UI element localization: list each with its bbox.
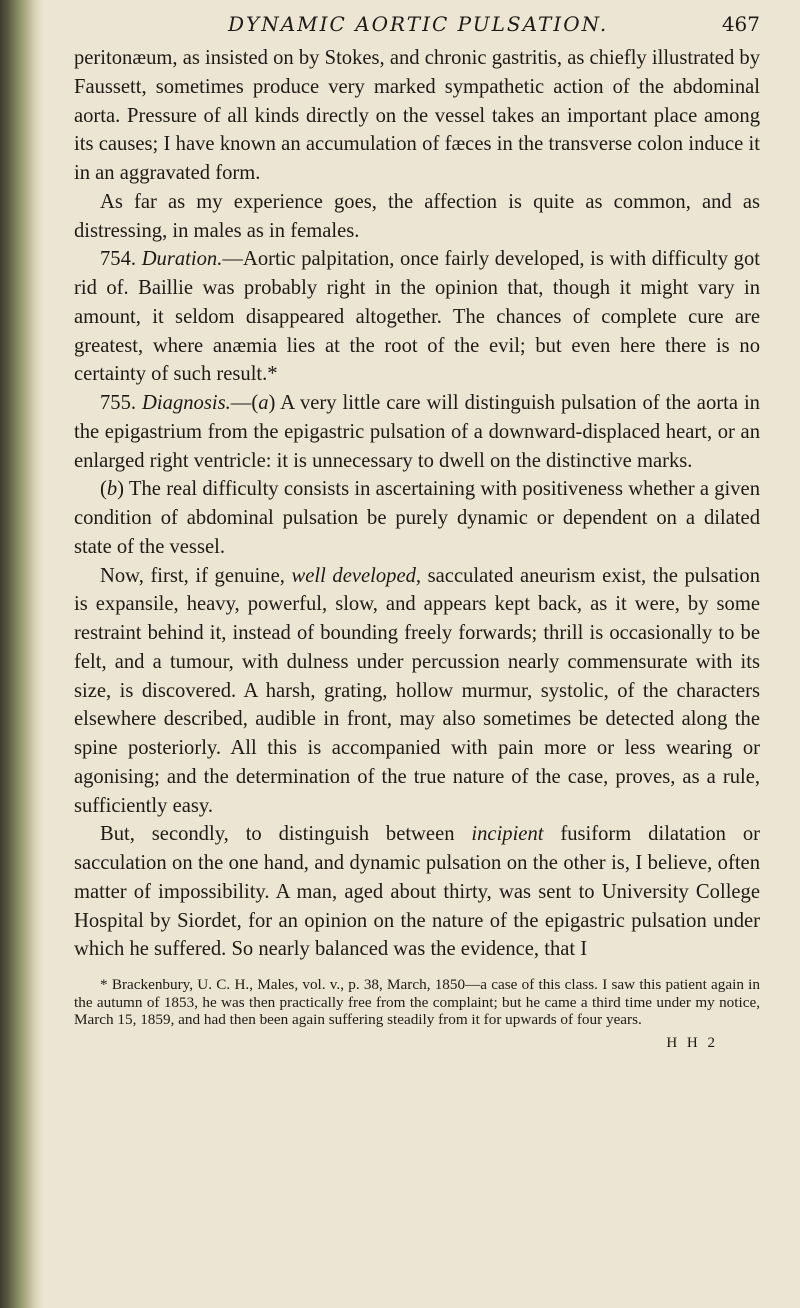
paragraph-incipient-dilatation bbox=[74, 820, 760, 964]
subsection-letter: a bbox=[258, 392, 269, 414]
paragraph-text: ) A very little care will distinguish pulsation of the aorta in the epigastrium from the epigastric pulsation of a downward-displaced heart, or an enlarged right ventricle: it is unnecessary to dwell on the distinctive marks. bbox=[74, 392, 760, 472]
section-number: 754. bbox=[100, 248, 137, 271]
paragraph-text: ) The real difficulty consists in ascertaining with positiveness whether a given condition of abdominal pulsation be purely dynamic or dependent on a dilated state of the vessel. bbox=[74, 478, 760, 558]
paragraph-peritonaeum bbox=[74, 44, 760, 188]
paragraph-text-lead: But, secondly, to distinguish between bbox=[100, 823, 472, 846]
running-head bbox=[74, 8, 760, 42]
book-page bbox=[74, 8, 760, 1052]
section-754-duration bbox=[74, 245, 760, 389]
paragraph-text: peritonæum, as insisted on by Stokes, and chronic gastritis, as chiefly illustrated by Faussett, sometimes produce very marked sympathetic action of the abdominal aorta. Pressure of all kinds directly on the vessel takes an important place among its causes; I have known an accumulation of fæces in the transverse colon induce it in an aggravated form. bbox=[74, 47, 760, 184]
paragraph-affection-common bbox=[74, 188, 760, 246]
section-number: 755. bbox=[100, 392, 137, 414]
paragraph-text-lead: Now, first, if genuine, bbox=[100, 564, 292, 587]
paragraph-text: fusiform dilatation or sacculation on the one hand, and dynamic pulsation on the other is, I believe, often matter of impossibility. A man, aged about thirty, was sent to University College Hospital by Siordet, for an opinion on the nature of the epigastric pulsation under which he suffered. So nearly balanced was the evidence, that I bbox=[74, 823, 760, 961]
paragraph-text: —Aortic palpitation, once fairly developed, is with difficulty got rid of. Baillie was probably right in the opinion that, though it might vary in amount, it seldom disappeared altogether. The chances of complete cure are greatest, where anæmia lies at the root of the evil; but even here there is no certainty of such result.* bbox=[74, 248, 760, 386]
body-text bbox=[74, 44, 760, 964]
paragraph-text: sacculated aneurism exist, the pulsation is expansile, heavy, powerful, slow, and appears kept back, as it were, by some restraint behind it, instead of bounding freely forwards; thrill is occasionally to be felt, and a tumour, with dulness under percussion nearly commensurate with its size, is discovered. A harsh, grating, hollow murmur, systolic, of the characters elsewhere described, audible in front, may also sometimes be detected along the spine posteriorly. All this is accompanied with pain more or less wearing or agonising; and the determination of the true nature of the case, proves, as a rule, sufficiently easy. bbox=[74, 564, 760, 817]
paragraph-text: As far as my experience goes, the affection is quite as common, and as distressing, in males as in females. bbox=[74, 190, 760, 242]
paragraph-b-real-difficulty: (b) The real difficulty consists in ascertaining with positiveness whether a given condition of abdominal pulsation be purely dynamic or dependent on a dilated state of the vessel. bbox=[74, 478, 760, 558]
section-heading: Duration. bbox=[141, 248, 223, 271]
running-head-title: DYNAMIC AORTIC PULSATION. bbox=[228, 12, 609, 36]
footnote: * Brackenbury, U. C. H., Males, vol. v., p. 38, March, 1850—a case of this class. I saw this patient again in the autumn of 1853, he was then practically free from the complaint; but he came a third time under my notice, March 15, 1859, and had then been again suffering steadily from it for upwards of four years. bbox=[74, 976, 760, 1028]
section-heading: Diagnosis. bbox=[142, 392, 231, 414]
paragraph-sacculated-aneurism bbox=[74, 562, 760, 821]
emphasized-text: well developed, bbox=[291, 564, 422, 587]
page-number: 467 bbox=[721, 12, 760, 36]
signature-mark: H H 2 bbox=[666, 1034, 718, 1051]
binding-gutter-shadow bbox=[0, 0, 44, 1308]
subsection-letter: b bbox=[106, 478, 118, 501]
emphasized-text: incipient bbox=[471, 823, 544, 846]
section-755-diagnosis bbox=[74, 389, 760, 475]
heading-dash: —( bbox=[230, 392, 259, 414]
